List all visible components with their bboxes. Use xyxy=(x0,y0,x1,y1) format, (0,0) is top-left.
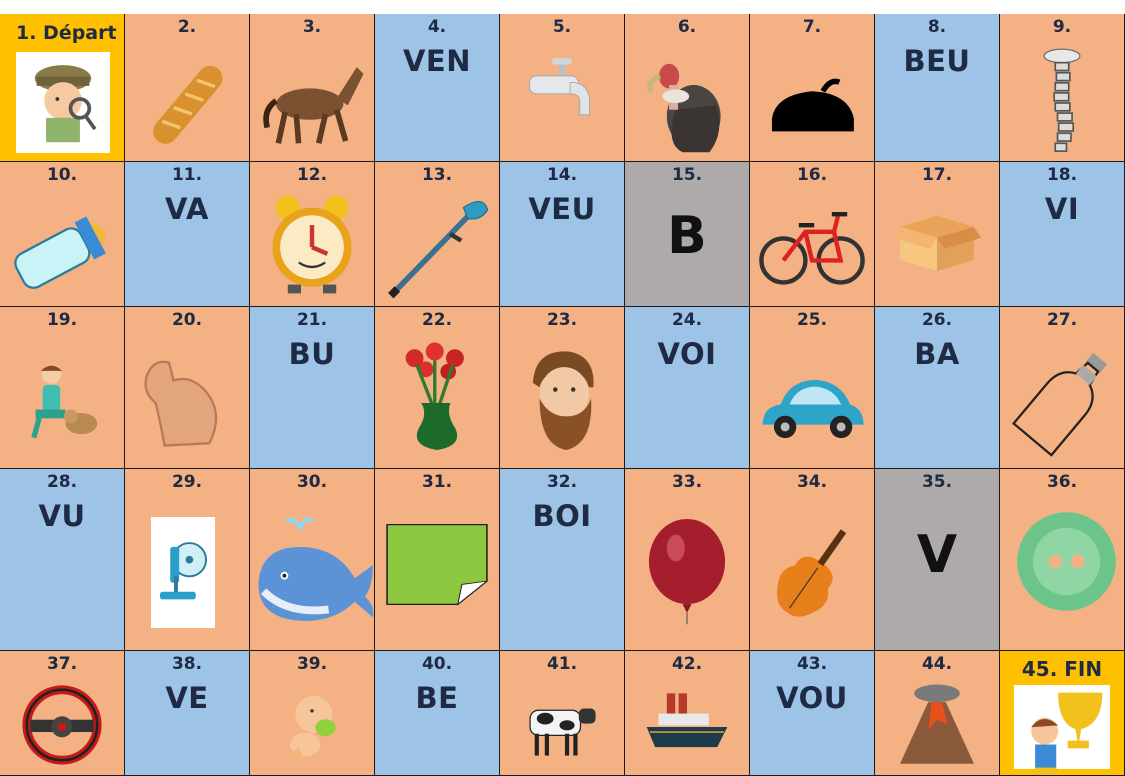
cell-number: 25. xyxy=(796,310,828,330)
cell-37[interactable] xyxy=(0,651,125,776)
cell-number: 20. xyxy=(171,310,203,330)
cell-28[interactable] xyxy=(0,469,125,651)
cell-number: 21. xyxy=(296,310,328,330)
cell-22[interactable] xyxy=(375,307,500,469)
cell-42[interactable] xyxy=(625,651,750,776)
cell-10[interactable] xyxy=(0,162,125,307)
cell-number: 8. xyxy=(927,17,947,37)
cell-number: 29. xyxy=(171,472,203,492)
cell-11[interactable] xyxy=(125,162,250,307)
cell-23[interactable] xyxy=(500,307,625,469)
whale-icon xyxy=(250,497,375,644)
cell-21[interactable] xyxy=(250,307,375,469)
cell-number: 5. xyxy=(552,17,572,37)
button-icon xyxy=(1006,503,1118,620)
cell-number: 43. xyxy=(796,654,828,674)
cell-27[interactable] xyxy=(1000,307,1125,469)
syllable-label: VI xyxy=(1044,192,1080,226)
veterinarian-icon xyxy=(18,343,106,462)
cell-number: 26. xyxy=(921,310,953,330)
syllable-label: VOU xyxy=(776,681,848,715)
top-margin xyxy=(0,0,1125,14)
cell-number: 32. xyxy=(546,472,578,492)
cell-44[interactable] xyxy=(875,651,1000,776)
cell-8[interactable] xyxy=(875,14,1000,162)
cell-25[interactable] xyxy=(750,307,875,469)
syllable-label: VA xyxy=(165,192,209,226)
detective-child-icon xyxy=(16,52,110,153)
cell-number: 12. xyxy=(296,165,328,185)
cell-number: 39. xyxy=(296,654,328,674)
cell-5[interactable] xyxy=(500,14,625,162)
cell-4[interactable] xyxy=(375,14,500,162)
syllable-label: VE xyxy=(165,681,209,715)
bottle-icon xyxy=(1006,335,1118,462)
cell-41[interactable] xyxy=(500,651,625,776)
cell-number: 15. xyxy=(671,165,703,185)
syllable-label: VEN xyxy=(402,44,472,78)
cell-number: 6. xyxy=(677,17,697,37)
cell-number: 3. xyxy=(302,17,322,37)
vulture-icon xyxy=(631,42,743,155)
baby-icon xyxy=(270,683,354,769)
syllable-label: VU xyxy=(38,499,86,533)
cell-number: 37. xyxy=(46,654,78,674)
cell-number: 38. xyxy=(171,654,203,674)
baby-bottle-icon xyxy=(6,190,118,300)
cell-number: 40. xyxy=(421,654,453,674)
box-icon xyxy=(881,190,993,282)
horse-icon xyxy=(256,42,368,155)
ship-icon xyxy=(631,685,743,769)
syllable-label: BEU xyxy=(903,44,971,78)
game-board xyxy=(0,14,1125,776)
letter-label: V xyxy=(916,525,958,585)
crutch-icon xyxy=(381,190,493,300)
cell-number: 27. xyxy=(1046,310,1078,330)
cell-number: 13. xyxy=(421,165,453,185)
cell-number: 34. xyxy=(796,472,828,492)
violin-icon xyxy=(756,497,868,644)
cell-number: 30. xyxy=(296,472,328,492)
cell-number: 19. xyxy=(46,310,78,330)
cell-17[interactable] xyxy=(875,162,1000,307)
syllable-label: VEU xyxy=(528,192,596,226)
cell-3[interactable] xyxy=(250,14,375,162)
trophy-child-icon xyxy=(1014,685,1110,769)
cell-number: 16. xyxy=(796,165,828,185)
volcano-icon xyxy=(881,681,993,769)
cell-7[interactable] xyxy=(750,14,875,162)
cell-number: 18. xyxy=(1046,165,1078,185)
flower-vase-icon xyxy=(381,335,493,462)
steering-wheel-icon xyxy=(6,681,118,769)
cell-35[interactable] xyxy=(875,469,1000,651)
cell-number: 11. xyxy=(171,165,203,185)
syllable-label: BE xyxy=(415,681,459,715)
cell-number: 42. xyxy=(671,654,703,674)
fan-icon xyxy=(151,517,215,628)
bicycle-icon xyxy=(756,190,868,300)
cell-2[interactable] xyxy=(125,14,250,162)
cell-15[interactable] xyxy=(625,162,750,307)
letter-label: B xyxy=(667,206,707,266)
cell-number: 2. xyxy=(177,17,197,37)
cell-13[interactable] xyxy=(375,162,500,307)
cell-20[interactable] xyxy=(125,307,250,469)
bearded-man-icon xyxy=(506,335,618,462)
cell-18[interactable] xyxy=(1000,162,1125,307)
cell-number: 22. xyxy=(421,310,453,330)
cell-number: 33. xyxy=(671,472,703,492)
cell-24[interactable] xyxy=(625,307,750,469)
cell-number: 9. xyxy=(1052,17,1072,37)
cell-number: 36. xyxy=(1046,472,1078,492)
cell-36[interactable] xyxy=(1000,469,1125,651)
cell-number: 31. xyxy=(421,472,453,492)
faucet-icon xyxy=(506,50,618,131)
cell-number: 41. xyxy=(546,654,578,674)
cell-number: 4. xyxy=(427,17,447,37)
cell-number: 7. xyxy=(802,17,822,37)
cell-number: 24. xyxy=(671,310,703,330)
cell-12[interactable] xyxy=(250,162,375,307)
cell-31[interactable] xyxy=(375,469,500,651)
cell-number: 23. xyxy=(546,310,578,330)
cell-43[interactable] xyxy=(750,651,875,776)
cell-number: 1. Départ xyxy=(16,22,117,44)
cell-29[interactable] xyxy=(125,469,250,651)
cell-number: 14. xyxy=(546,165,578,185)
syllable-label: VOI xyxy=(657,337,717,371)
syllable-label: BOI xyxy=(532,499,592,533)
cell-number: 28. xyxy=(46,472,78,492)
cell-16[interactable] xyxy=(750,162,875,307)
syllable-label: BA xyxy=(914,337,960,371)
cell-number: 17. xyxy=(921,165,953,185)
cell-33[interactable] xyxy=(625,469,750,651)
cell-45-finish[interactable] xyxy=(1000,651,1125,776)
cow-icon xyxy=(506,685,618,769)
cell-34[interactable] xyxy=(750,469,875,651)
baguette-icon xyxy=(131,42,243,155)
alarm-clock-icon xyxy=(256,190,368,300)
spine-icon xyxy=(1006,42,1118,155)
cell-40[interactable] xyxy=(375,651,500,776)
syllable-label: BU xyxy=(288,337,336,371)
cell-14[interactable] xyxy=(500,162,625,307)
biceps-icon xyxy=(131,335,243,462)
cell-number: 35. xyxy=(921,472,953,492)
car-icon xyxy=(756,347,868,462)
cell-32[interactable] xyxy=(500,469,625,651)
cell-6[interactable] xyxy=(625,14,750,162)
cell-1-start[interactable] xyxy=(0,14,125,162)
cell-number: 45. FIN xyxy=(1021,657,1103,681)
cell-number: 10. xyxy=(46,165,78,185)
beret-icon xyxy=(756,64,868,155)
cell-9[interactable] xyxy=(1000,14,1125,162)
cell-number: 44. xyxy=(921,654,953,674)
cell-26[interactable] xyxy=(875,307,1000,469)
cell-19[interactable] xyxy=(0,307,125,469)
balloon-icon xyxy=(631,497,743,644)
cell-38[interactable] xyxy=(125,651,250,776)
green-paper-icon xyxy=(385,523,489,606)
cell-30[interactable] xyxy=(250,469,375,651)
cell-39[interactable] xyxy=(250,651,375,776)
